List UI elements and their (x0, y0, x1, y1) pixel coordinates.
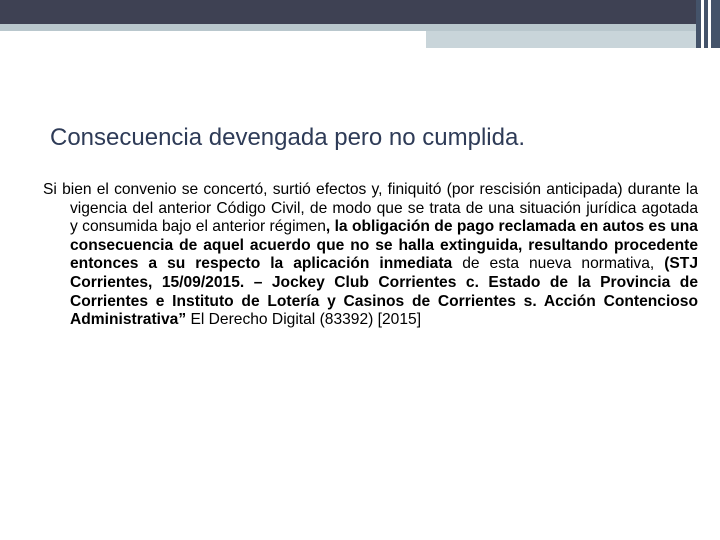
header-accent-block (426, 31, 696, 48)
header-bar-stripe (696, 0, 701, 48)
body-paragraph (43, 181, 698, 330)
paragraph-bold-text: , la obligación de pago reclamada en autos es una consecuencia de aquel acuerdo que no se halla extinguida, resultando procedente entonces a su respecto la aplicación inmediata (70, 218, 698, 273)
citation-source-text: El Derecho Digital (83392) [2015] (186, 311, 422, 329)
header-bar-stripe (704, 0, 708, 48)
header-accent-line (0, 24, 696, 31)
paragraph-text: Si bien el convenio se concertó, surtió efectos y, finiquitó (por rescisión anticipada) durante la vigencia del anterior Código Civil, de modo que se trata de una situación jurídica agotada y consumida bajo el anterior régimen (43, 181, 698, 236)
header-bar (0, 0, 696, 24)
header-bar-stripe (711, 0, 720, 48)
slide-title: Consecuencia devengada pero no cumplida. (50, 124, 525, 151)
paragraph-text: de esta nueva normativa, (452, 255, 665, 273)
citation-bold-text: (STJ Corrientes, 15/09/2015. – Jockey Club Corrientes c. Estado de la Provincia de Corrientes e Instituto de Lotería y Casinos de Corrientes s. Acción Contencioso Administrativa” (70, 255, 698, 329)
